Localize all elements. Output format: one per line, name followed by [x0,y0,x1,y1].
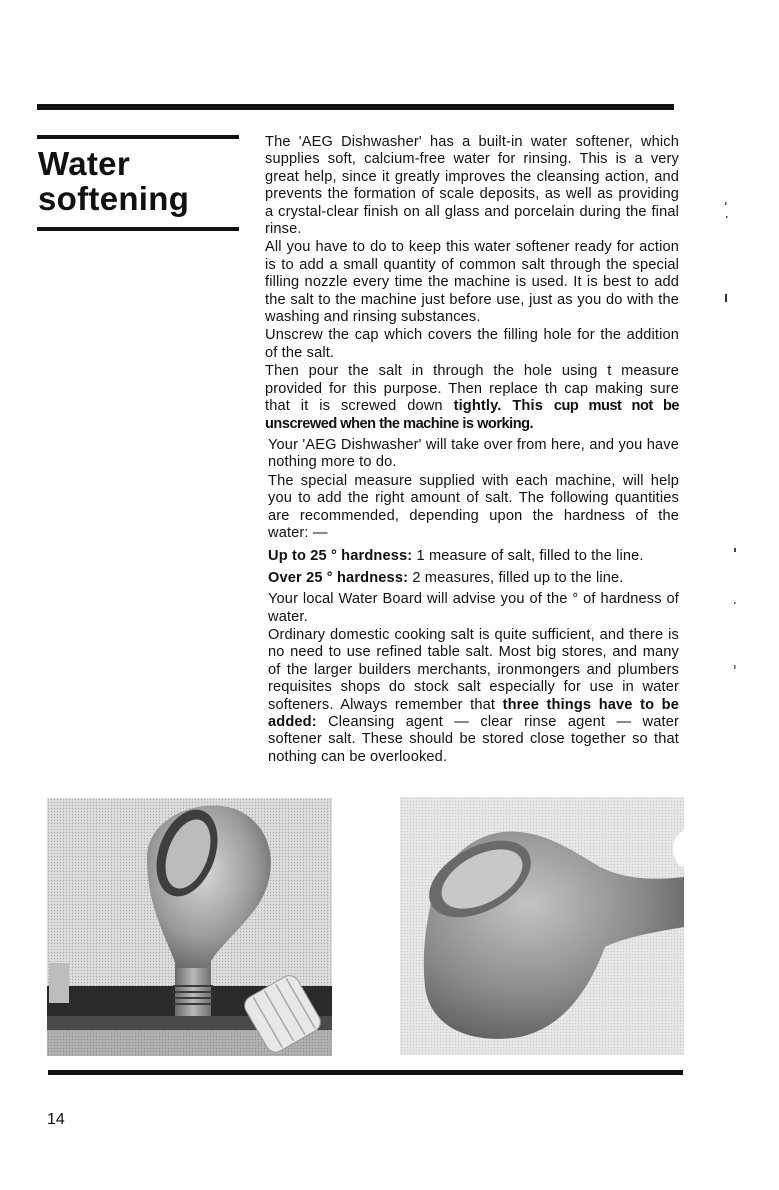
top-rule [37,104,674,110]
paragraph-intro: The 'AEG Dishwasher' has a built-in water softener, which supplies soft, calcium-free water for rinsing. This is a very great help, since it greatly improves the cleansing action, and prevents the formation of scale deposits, as well as providing a crystal-clear finish on all glass and porcelain during the final rinse. [265,134,679,238]
heading-line-1: Water [38,145,130,182]
section-heading [38,146,248,216]
scan-specks [725,190,745,890]
up-to-25-label: Up to 25 ° hardness: [268,548,413,565]
paragraph-water-board: Your local Water Board will advise you of the ° of hardness of water. [268,591,679,625]
ordinary-salt-text: Ordinary domestic cooking salt is quite sufficient, and there is no need to use refined table salt. Most big stores, and many of the larger builders merchants, ironmongers and plumbers requisites shops do stock salt especially for use in water softeners. Always remember that [268,626,679,713]
paragraph-pour-salt [265,363,679,433]
heading-rule-top [37,135,239,139]
paragraph-unscrew-cap: Unscrew the cap which covers the filling hole for the addition of the salt. [265,327,679,361]
bottom-rule [48,1070,683,1075]
heading-rule-bottom [37,227,239,231]
salt-funnel-on-machine-photo [47,798,332,1056]
paragraph-ordinary-salt [265,627,679,766]
over-25-text: 2 measures, filled up to the line. [408,569,624,586]
over-25-label: Over 25 ° hardness: [268,569,409,586]
paragraph-measure: The special measure supplied with each machine, will help you to add the right amount of salt. The following quantities are recommended, depending upon the hardness of the water: — [268,472,679,541]
paragraph-over-25 [265,570,679,587]
pour-salt-bold-1: tightly. This [453,398,543,415]
pour-salt-text: Then pour the salt in through the hole using t measure provided for this purpose. Then replace th cap making sure that it is screwed down [265,363,679,415]
ordinary-salt-bold: three things have to be added: [268,696,679,730]
paragraph-take-over: Your 'AEG Dishwasher' will take over from here, and you have nothing more to do. [268,436,679,471]
pour-salt-bold-2: cup must not be unscrewed when the machine is working. [265,398,679,432]
page-number: 14 [47,1111,65,1128]
paragraph-salt-nozzle: All you have to do to keep this water softener ready for action is to add a small quantity of common salt through the special filling nozzle every time the machine is used. It is best to add the salt to the machine just before use, just as you do with the washing and rinsing substances. [265,239,679,326]
up-to-25-text: 1 measure of salt, filled to the line. [412,548,644,565]
heading-line-2: softening [38,180,190,217]
paragraph-up-to-25 [265,548,679,565]
ordinary-salt-text-end: Cleansing agent — clear rinse agent — water softener salt. These should be stored close together so that nothing can be overlooked. [268,714,679,765]
body-text [265,134,679,767]
salt-measure-cup-photo [400,797,684,1055]
